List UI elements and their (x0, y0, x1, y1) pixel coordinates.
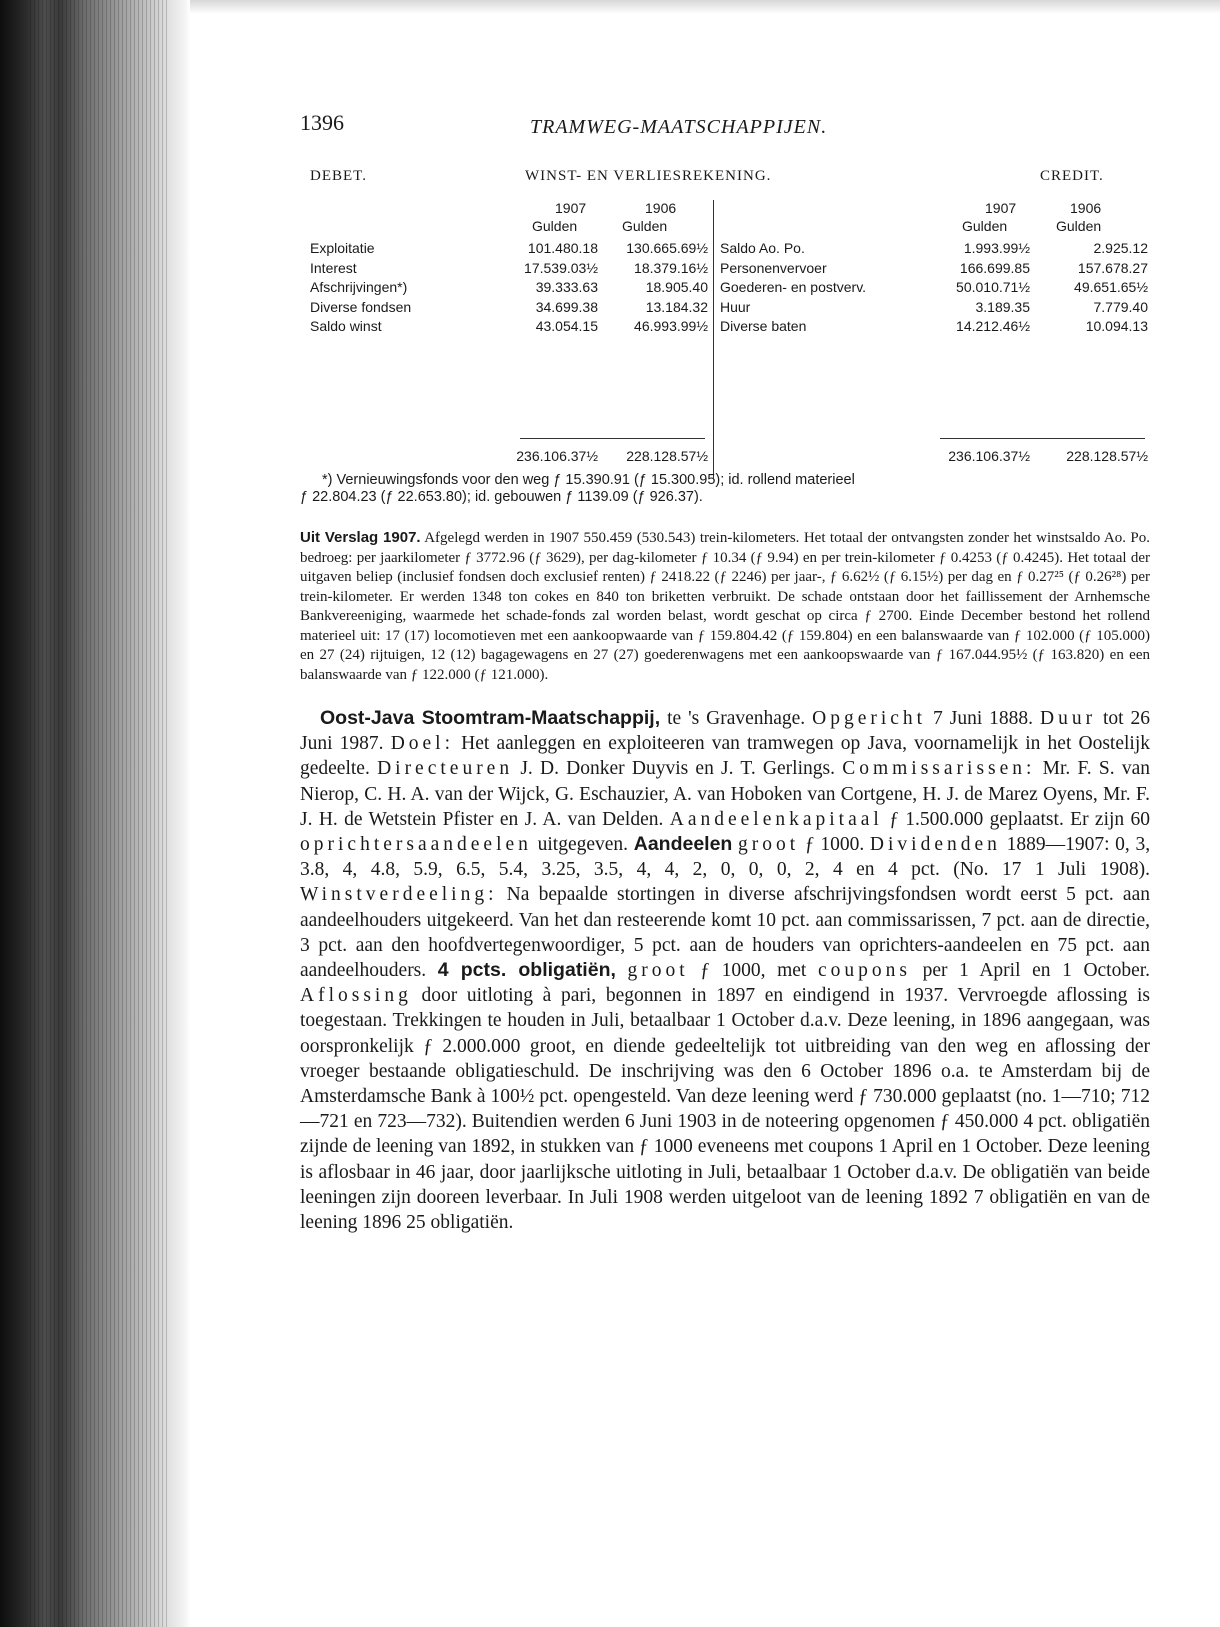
key-dividenden: Dividenden (869, 834, 1001, 856)
text-opgericht: 7 Juni 1888. (933, 708, 1034, 729)
debet-row-1907: 101.480.18 (527, 240, 598, 256)
unit-header-row (300, 218, 1150, 238)
debet-total-1907: 236.106.37½ (516, 448, 598, 464)
report-text: Afgelegd werden in 1907 550.459 (530.543) trein-kilometers. Het totaal der ontvangsten zonder het winstsaldo Ao. Po. bedroeg: per jaarkilometer ƒ 3772.96 (ƒ 3629), per dag-kilometer ƒ 10.34 (ƒ 9.94) en per trein-kilometer ƒ 0.4253 (ƒ 0.4245). Het totaal der uitgaven beliep (inclusief fondsen doch exclusief renten) ƒ 2418.22 (ƒ 2246) per jaar-, ƒ 6.62½ (ƒ 6.15½) per dag en ƒ 0.27²⁵ (ƒ 0.26²⁸) per trein-kilometer. Er werden 1348 ton cokes en 840 ton briketten verbruikt. De schade ontstaan door het faillissement der Arnhemsche Bankvereeniging, waarmede het schade-fonds zal worden belast, wordt geschat op circa ƒ 2700. Einde December bestond het rollend materieel uit: 17 (17) locomotieven met een aankoopwaarde van ƒ 159.804.42 (ƒ 159.804) en een balanswaarde van ƒ 102.000 (ƒ 105.000) en 27 (24) rijtuigen, 12 (12) bagagewagens en 27 (27) goederenwagens met een aankoopswaarde van ƒ 167.044.95½ (ƒ 163.820) en een balanswaarde van ƒ 122.000 (ƒ 121.000). (300, 530, 1150, 683)
credit-year-1906: 1906 (1070, 200, 1102, 216)
credit-unit-1907: Gulden (962, 218, 1008, 234)
credit-total-rule (940, 438, 1145, 439)
credit-row-1906: 157.678.27 (1077, 259, 1148, 276)
text-dividenden: 1889—1907: 0, 3, 3.8, 4, 4.8, 5.9, 6.5, 5.4, 3.25, 3.5, 4, 4, 2, 0, 0, 0, 2, 4 en 4 pct. (No. 17 1 Juli 1908). (300, 834, 1151, 881)
debet-row-label: Diverse fondsen (310, 298, 412, 315)
account-row (300, 260, 1150, 280)
credit-row-1907: 14.212.46½ (956, 318, 1030, 334)
key-aandeelenkapitaal: Aandeelenkapitaal (669, 808, 883, 830)
key-winstverdeeling: Winstverdeeling: (300, 884, 498, 906)
footnote-line-1: *) Vernieuwingsfonds voor den weg ƒ 15.390.91 (ƒ 15.300.95); id. rollend materieel (322, 472, 855, 488)
key-groot-obligatien: groot (627, 960, 689, 982)
total-row (300, 448, 1150, 468)
debet-row-1907: 34.699.38 (535, 298, 598, 315)
text-commissarissen: Mr. F. S. van Nierop, C. H. A. van der Wijck, G. Eschauzier, A. van Hoboken van Cortgene, H. J. de Marez Oyens, Mr. F. J. H. de Wetstein Pfister en J. A. van Delden. (300, 758, 1150, 830)
text-aandeelenkapitaal: ƒ 1.500.000 geplaatst. Er zijn 60 (889, 808, 1151, 830)
text-winstverdeeling: Na bepaalde stortingen in diverse afschrijvingsfondsen wordt eerst 5 pct. aan aandeelhouders uitgekeerd. Van het dan resteerende komt 10 pct. aan commissarissen, 7 pct. aan de directie, 3 pct. aan den hoofdvertegenwoordiger, 5 pct. aan de houders van oprichters-aandeelen en 75 pct. aan aandeelhouders. (300, 884, 1150, 982)
debet-row-1907: 39.333.63 (535, 279, 598, 295)
credit-row-1907: 50.010.71½ (956, 279, 1030, 295)
text-coupons: per 1 April en 1 October. (922, 960, 1151, 982)
account-title: WINST- EN VERLIESREKENING. (525, 168, 772, 184)
key-duur: Duur (1039, 708, 1097, 729)
debet-unit-1907: Gulden (532, 218, 578, 234)
credit-row-label: Goederen- en postverv. (720, 279, 867, 295)
debet-row-label: Afschrijvingen*) (310, 279, 408, 295)
credit-row-1907: 1.993.99½ (963, 240, 1030, 256)
debet-row-label: Saldo winst (310, 318, 382, 334)
text-uitgegeven: uitgegeven. (537, 834, 629, 856)
account-row (300, 240, 1150, 260)
key-doel: Doel: (390, 733, 455, 755)
credit-total-1906: 228.128.57½ (1066, 448, 1148, 464)
credit-row-1906: 49.651.65½ (1074, 279, 1148, 295)
key-groot-aandeelen: groot (738, 834, 800, 856)
text-doel: Het aanleggen en exploiteeren van tramwegen op Java, voornamelijk in het Oostelijk gedeelte. (300, 733, 1151, 780)
account-row (300, 318, 1150, 338)
text-duur: tot 26 Juni 1987. (300, 708, 1151, 755)
key-directeuren: Directeuren (377, 758, 514, 780)
page-number: 1396 (300, 110, 344, 135)
debet-year-1907: 1907 (555, 200, 587, 216)
debet-row-1906: 18.379.16½ (634, 259, 708, 276)
account-headings (300, 168, 1150, 192)
book-page-stack (30, 0, 170, 1627)
credit-row-label: Diverse baten (720, 318, 807, 334)
text-aandeel-waarde: ƒ 1000. (804, 834, 865, 856)
debet-label: DEBET. (310, 168, 367, 184)
debet-row-label: Interest (310, 259, 357, 276)
debet-total-1906: 228.128.57½ (626, 448, 708, 464)
debet-row-1906: 13.184.32 (645, 298, 708, 315)
credit-total-1907: 236.106.37½ (948, 448, 1030, 464)
key-oprichtersaandeelen: oprichtersaandeelen (300, 834, 532, 856)
credit-unit-1906: Gulden (1056, 218, 1102, 234)
text-obligatie-waarde: ƒ 1000, met (700, 960, 807, 982)
company-entry (300, 706, 1150, 1235)
key-aandeelen: Aandeelen (633, 833, 733, 856)
credit-row-1906: 7.779.40 (1093, 298, 1148, 315)
footnote-line-2: ƒ 22.804.23 (ƒ 22.653.80); id. gebouwen ƒ 1139.09 (ƒ 926.37). (300, 489, 703, 505)
key-obligatien: 4 pcts. obligatiën, (437, 959, 616, 982)
debet-row-1906: 130.665.69½ (626, 240, 708, 256)
year-header-row (300, 200, 1150, 220)
annual-report-paragraph (300, 528, 1150, 685)
key-coupons: coupons (817, 960, 911, 982)
company-name: Oost-Java Stoomtram-Maatschappij, (320, 707, 661, 729)
debet-total-rule (520, 438, 705, 439)
credit-year-1907: 1907 (985, 200, 1017, 216)
key-opgericht: Opgericht (812, 708, 927, 729)
credit-row-1907: 3.189.35 (975, 298, 1030, 315)
running-title: TRAMWEG-MAATSCHAPPIJEN. (530, 116, 828, 138)
page-header (300, 110, 1150, 150)
debet-unit-1906: Gulden (622, 218, 668, 234)
credit-row-1906: 10.094.13 (1085, 318, 1148, 334)
debet-row-1906: 18.905.40 (645, 279, 708, 295)
company-seat: te 's Gravenhage. (667, 708, 806, 729)
text-directeuren: J. D. Donker Duyvis en J. T. Gerlings. (520, 758, 835, 780)
credit-row-label: Saldo Ao. Po. (720, 240, 805, 256)
credit-row-label: Huur (720, 298, 751, 315)
credit-row-1906: 2.925.12 (1093, 240, 1148, 256)
account-row (300, 299, 1150, 319)
key-commissarissen: Commissarissen: (842, 758, 1036, 780)
debet-row-1906: 46.993.99½ (634, 318, 708, 334)
credit-label: CREDIT. (1040, 168, 1104, 184)
debet-row-1907: 43.054.15 (535, 318, 598, 334)
report-heading: Uit Verslag 1907. (300, 529, 421, 546)
debet-row-1907: 17.539.03½ (524, 259, 598, 276)
debet-row-label: Exploitatie (310, 240, 375, 256)
credit-row-1907: 166.699.85 (959, 259, 1030, 276)
key-aflossing: Aflossing (300, 985, 412, 1007)
account-row (300, 279, 1150, 299)
account-footnote (300, 472, 1150, 506)
debet-year-1906: 1906 (645, 200, 677, 216)
text-aflossing: door uitloting à pari, begonnen in 1897 en eindigend in 1937. Vervroegde aflossing is toegestaan. Trekkingen te houden in Juli, betaalbaar 1 October d.a.v. Deze leening, in 1896 aangegaan, was oorspronkelijk ƒ 2.000.000 groot, en diende gedeeltelijk tot uitbreiding van den weg en aflossing der vroeger bestaande obligatieschuld. De inschrijving was den 6 October 1896 o.a. te Amsterdam bij de Amsterdamsche Bank à 100½ pct. opengesteld. Van deze leening werd ƒ 730.000 geplaatst (no. 1—710; 712 —721 en 723—732). Buitendien werden 6 Juni 1903 in de noteering opgenomen ƒ 450.000 4 pct. obligatiën zijnde de leening van 1892, in stukken van ƒ 1000 eveneens met coupons 1 April en 1 October. Deze leening is aflosbaar in 46 jaar, door jaarlijksche uitloting in Juli, betaalbaar 1 October d.a.v. De obligatiën van beide leeningen zijn dooreen leverbaar. In Juli 1908 werden uitgeloot van de leening 1892 7 obligatiën en van de leening 1896 25 obligatiën. (300, 985, 1150, 1234)
page-top-shadow (190, 0, 1220, 14)
credit-row-label: Personenvervoer (720, 259, 827, 276)
